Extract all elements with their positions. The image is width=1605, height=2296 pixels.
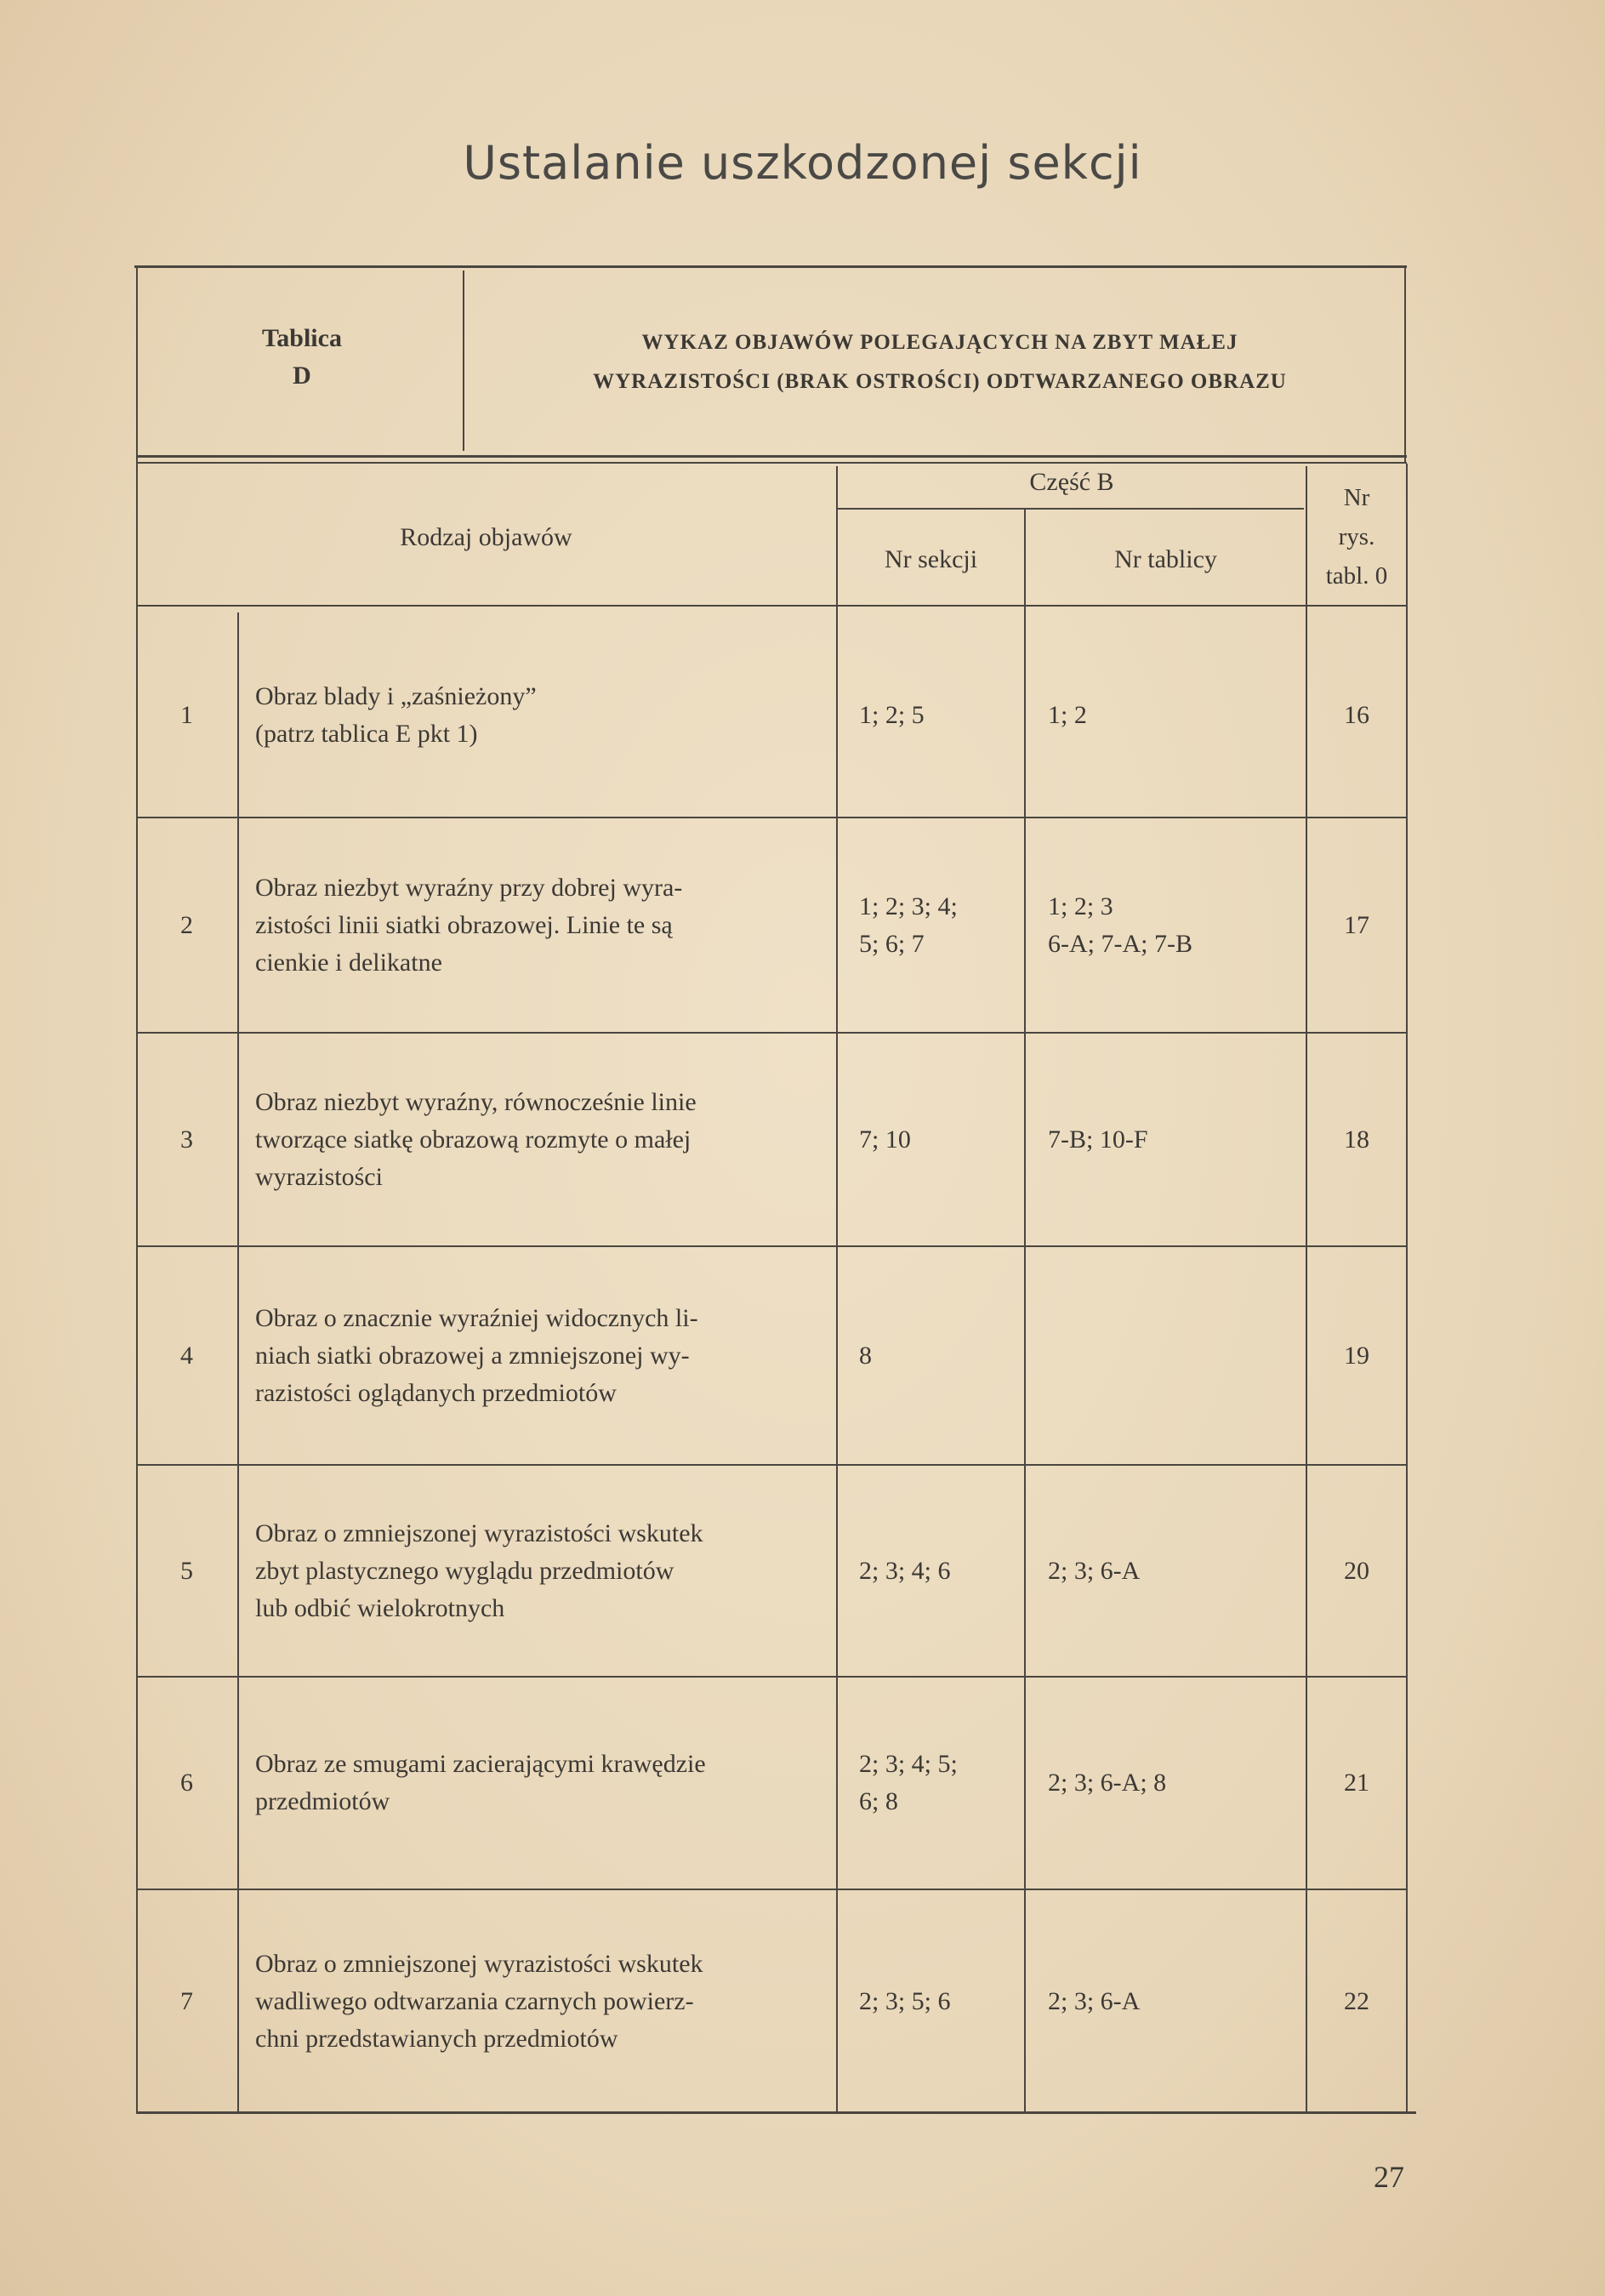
row-divider [136,1889,1407,1890]
table-label [204,320,400,395]
col-header-table-no: Nr tablicy [1114,545,1217,573]
row-section-no: 7; 10 [859,1125,911,1154]
row-number: 7 [180,1986,193,2015]
row-table-no: 7-B; 10-F [1048,1125,1148,1154]
col-divider-section [1024,509,1026,2113]
row-divider [136,817,1407,818]
col-header-figure-no: Nr rys. tabl. 0 [1325,484,1388,590]
table-top-rule [134,265,1407,268]
row-figure-no: 17 [1344,910,1369,939]
row-figure-no: 22 [1344,1986,1369,2015]
row-divider [136,1676,1407,1678]
table-label-line2: D [293,362,311,390]
row-table-no: 1; 2; 3 6-A; 7-A; 7-B [1048,892,1192,958]
row-symptom: Obraz niezbyt wyraźny, równocześnie linie tworzące siatkę obrazową rozmyte o małej wyrazistości [255,1087,697,1191]
row-section-no: 1; 2; 5 [859,700,925,729]
column-header-bottom-rule [136,605,1407,607]
row-figure-no: 18 [1344,1125,1369,1154]
row-number: 5 [180,1556,193,1585]
col-header-part-b: Część B [1029,468,1114,496]
row-table-no: 2; 3; 6-A [1048,1556,1141,1585]
table-caption-line1: WYKAZ OBJAWÓW POLEGAJĄCYCH NA ZBYT MAŁEJ [641,331,1238,354]
col-right-border [1406,464,1408,2114]
row-symptom: Obraz blady i „zaśnieżony” (patrz tablica E pkt 1) [255,681,537,748]
row-symptom: Obraz o zmniejszonej wyrazistości wskutek wadliwego odtwarzania czarnych powierz- chni przedstawianych przedmiotów [255,1949,703,2053]
row-number: 6 [180,1769,193,1797]
row-number: 3 [180,1125,193,1154]
table-right-border-top [1404,266,1406,462]
table-caption [476,323,1403,402]
table-label-line1: Tablica [262,324,342,352]
row-table-no: 2; 3; 6-A [1048,1986,1141,2015]
row-table-no: 2; 3; 6-A; 8 [1048,1769,1167,1797]
page-title: Ustalanie uszkodzonej sekcji [463,136,1142,190]
row-divider [136,1245,1407,1247]
row-figure-no: 16 [1344,700,1369,729]
row-table-no: 1; 2 [1048,700,1087,729]
row-section-no: 2; 3; 5; 6 [859,1986,951,2015]
row-section-no: 2; 3; 4; 6 [859,1556,951,1585]
row-symptom: Obraz ze smugami zacierającymi krawędzie przedmiotów [255,1750,706,1815]
col-header-section-no: Nr sekcji [884,545,978,573]
page-number: 27 [1374,2160,1404,2194]
row-symptom: Obraz o znacznie wyraźniej widocznych li- niach siatki obrazowej a zmniejszonej wy- razistości oglądanych przedmiotów [255,1303,698,1407]
row-divider [136,1032,1407,1034]
table-bottom-rule [136,2111,1416,2114]
row-figure-no: 21 [1344,1769,1369,1797]
row-symptom: Obraz niezbyt wyraźny przy dobrej wyra- zistości linii siatki obrazowej. Linie te są cienkie i delikatne [255,873,683,977]
row-section-no: 1; 2; 3; 4; 5; 6; 7 [859,892,958,958]
row-figure-no: 19 [1344,1341,1369,1370]
table-left-border-top [136,266,138,462]
header-double-rule-1 [136,455,1407,458]
row-number: 2 [180,910,193,939]
row-number: 4 [180,1341,193,1370]
col-divider-symptom [836,466,838,2113]
row-section-no: 2; 3; 4; 5; 6; 8 [859,1750,958,1815]
row-number: 1 [180,700,193,729]
row-figure-no: 20 [1344,1556,1369,1585]
part-b-rule [838,508,1304,510]
col-header-symptom: Rodzaj objawów [400,523,572,551]
row-divider [136,1464,1407,1466]
row-symptom: Obraz o zmniejszonej wyrazistości wskutek zbyt plastycznego wyglądu przedmiotów lub odbić wielokrotnych [255,1518,703,1622]
table-caption-line2: WYRAZISTOŚCI (BRAK OSTROŚCI) ODTWARZANEGO OBRAZU [593,370,1287,393]
header-divider [463,271,464,451]
row-section-no: 8 [859,1341,872,1370]
